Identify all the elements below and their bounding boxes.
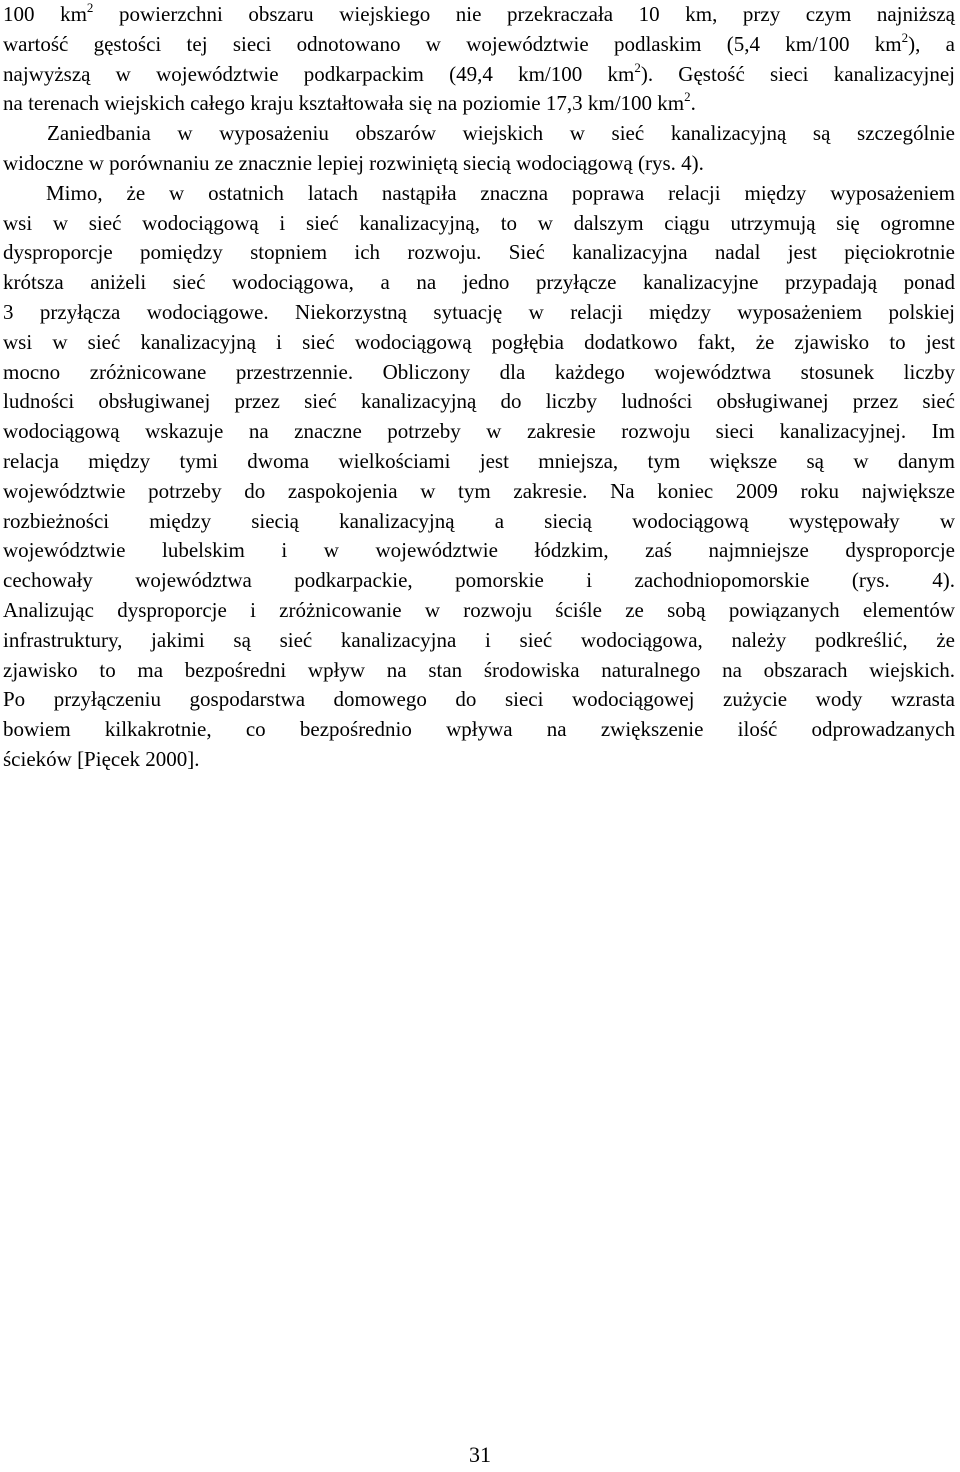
text-line-21: Analizując dysproporcje i zróżnicowanie w rozwoju ściśle ze sobą powiązanych elementów bbox=[3, 597, 955, 622]
text-line-26: ścieków [Pięcek 2000]. bbox=[3, 746, 200, 771]
text-line-13: mocno zróżnicowane przestrzennie. Obliczony dla każdego województwa stosunek liczby bbox=[3, 359, 955, 384]
text-line-9: dysproporcje pomiędzy stopniem ich rozwoju. Sieć kanalizacyjna nadal jest pięciokrotnie bbox=[3, 240, 955, 265]
text-line-1: 100 $km^2$ powierzchni obszaru wiejskiego nie przekraczała 10 km, przy czym najniższą bbox=[3, 0, 955, 26]
text-line-22: infrastruktury, jakimi są sieć kanalizacyjna i sieć wodociągowa, należy podkreślić, że bbox=[3, 627, 955, 652]
text-line-7: Mimo, że w ostatnich latach nastąpiła znaczna poprawa relacji między wyposażeniem bbox=[46, 180, 955, 205]
text-line-25: bowiem kilkakrotnie, co bezpośrednio wpływa na zwiększenie ilość odprowadzanych bbox=[3, 717, 955, 742]
text-line-24: Po przyłączeniu gospodarstwa domowego do sieci wodociągowej zużycie wody wzrasta bbox=[3, 687, 955, 712]
text-line-20: cechowały województwa podkarpackie, pomorskie i zachodniopomorskie (rys. 4). bbox=[3, 568, 955, 593]
text-line-12: wsi w sieć kanalizacyjną i sieć wodociągową pogłębia dodatkowo fakt, że zjawisko to jest bbox=[3, 329, 955, 354]
text-line-16: relacja między tymi dwoma wielkościami jest mniejsza, tym większe są w danym bbox=[3, 448, 955, 473]
text-line-3: najwyższą w województwie podkarpackim (49,4 km/100 $km^2$). Gęstość sieci kanalizacyjnej bbox=[3, 59, 955, 86]
text-line-14: ludności obsługiwanej przez sieć kanalizacyjną do liczby ludności obsługiwanej przez sieć bbox=[3, 389, 955, 414]
text-line-2: wartość gęstości tej sieci odnotowano w województwie podlaskim (5,4 km/100 $km^2$), a bbox=[3, 29, 955, 56]
page-number: 31 bbox=[469, 1442, 491, 1467]
text-line-11: 3 przyłącza wodociągowe. Niekorzystną sytuację w relacji między wyposażeniem polskiej bbox=[3, 299, 955, 324]
text-line-18: rozbieżności między siecią kanalizacyjną a siecią wodociągową występowały w bbox=[3, 508, 955, 533]
text-line-4: na terenach wiejskich całego kraju kształtowała się na poziomie 17,3 km/100 $km^2$. bbox=[3, 89, 696, 116]
text-line-23: zjawisko to ma bezpośredni wpływ na stan środowiska naturalnego na obszarach wiejskich. bbox=[3, 657, 955, 682]
text-line-5: Zaniedbania w wyposażeniu obszarów wiejskich w sieć kanalizacyjną są szczególnie bbox=[47, 121, 955, 146]
text-line-17: województwie potrzeby do zaspokojenia w tym zakresie. Na koniec 2009 roku największe bbox=[3, 478, 955, 503]
text-line-6: widoczne w porównaniu ze znacznie lepiej rozwiniętą siecią wodociągową (rys. 4). bbox=[3, 150, 704, 175]
text-line-19: województwie lubelskim i w województwie łódzkim, zaś najmniejsze dysproporcje bbox=[3, 538, 955, 563]
text-line-15: wodociągową wskazuje na znaczne potrzeby w zakresie rozwoju sieci kanalizacyjnej. Im bbox=[3, 419, 955, 444]
text-line-8: wsi w sieć wodociągową i sieć kanalizacyjną, to w dalszym ciągu utrzymują się ogromne bbox=[3, 210, 955, 235]
text-line-10: krótsza aniżeli sieć wodociągowa, a na jedno przyłącze kanalizacyjne przypadają ponad bbox=[3, 270, 955, 295]
body-text bbox=[3, 0, 955, 775]
